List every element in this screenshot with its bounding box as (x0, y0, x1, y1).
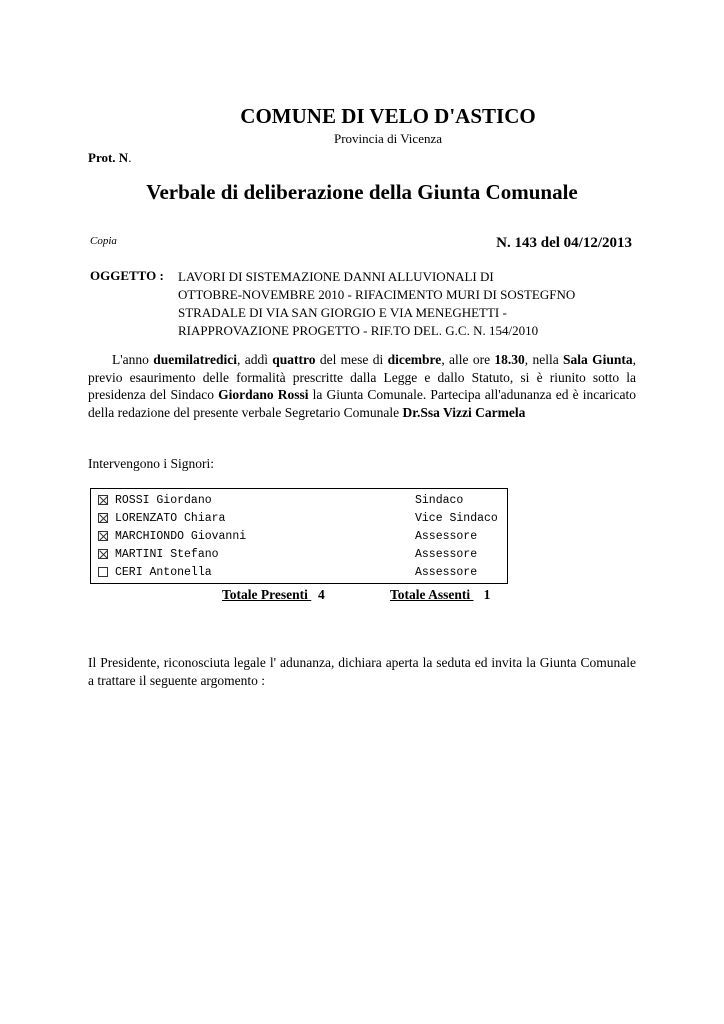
deliberation-number: N. 143 del 04/12/2013 (496, 235, 632, 251)
presence-checkbox (98, 549, 108, 559)
attendance-row (91, 546, 507, 564)
attendance-row (91, 492, 507, 510)
presence-checkbox (98, 567, 108, 577)
attendance-row (91, 564, 507, 582)
subject-line: OTTOBRE-NOVEMBRE 2010 - RIFACIMENTO MURI DI SOSTEGFNO (178, 287, 576, 302)
attendance-row (91, 528, 507, 546)
attendance-row (91, 510, 507, 528)
municipality-title: COMUNE DI VELO D'ASTICO (240, 104, 536, 128)
copy-label: Copia (90, 235, 117, 247)
member-role: Vice Sindaco (415, 512, 498, 525)
attendance-table (90, 488, 508, 584)
subject-text (178, 268, 575, 340)
member-name: CERI Antonella (115, 566, 212, 579)
protocol-suffix: . (128, 150, 132, 165)
member-role: Assessore (415, 548, 478, 561)
member-name: MARTINI Stefano (115, 548, 219, 561)
total-present-value: 4 (318, 587, 325, 602)
presence-checkbox (98, 495, 108, 505)
member-role: Sindaco (415, 494, 464, 507)
total-absent-label: Totale Assenti (390, 587, 474, 602)
member-role: Assessore (415, 530, 478, 543)
document-heading: Verbale di deliberazione della Giunta Comunale (146, 180, 578, 204)
presence-checkbox (98, 531, 108, 541)
total-absent-value: 1 (483, 587, 491, 602)
total-absent (390, 587, 490, 603)
attendees-intro: Intervengono i Signori: (88, 456, 214, 471)
subject-line: LAVORI DI SISTEMAZIONE DANNI ALLUVIONALI DI (178, 269, 494, 284)
total-present (222, 587, 325, 603)
member-name: MARCHIONDO Giovanni (115, 530, 247, 543)
presence-checkbox (98, 513, 108, 523)
subject-line: RIAPPROVAZIONE PROGETTO - RIF.TO DEL. G.C. N. 154/2010 (178, 323, 539, 338)
member-name: LORENZATO Chiara (115, 512, 226, 525)
member-name: ROSSI Giordano (115, 494, 212, 507)
intro-paragraph: L'anno duemilatredici, addì quattro del mese di dicembre, alle ore 18.30, nella Sala Giunta, previo esaurimento delle formalità prescritte dalla Legge e dallo Statuto, si è riunito sotto la presidenza del Sindaco Giordano Rossi la Giunta Comunale. Partecipa all'adunanza ed è incaricato della redazione del presente verbale Segretario Comunale Dr.Ssa Vizzi Carmela (88, 352, 637, 420)
total-present-label: Totale Presenti (222, 587, 312, 602)
member-role: Assessore (415, 566, 478, 579)
province-subtitle: Provincia di Vicenza (334, 131, 442, 146)
closing-paragraph: Il Presidente, riconosciuta legale l' adunanza, dichiara aperta la seduta ed invita la Giunta Comunale a trattare il seguente argomento : (88, 655, 636, 688)
subject-label: OGGETTO : (90, 268, 164, 283)
subject-line: STRADALE DI VIA SAN GIORGIO E VIA MENEGHETTI - (178, 305, 507, 320)
protocol-number (88, 150, 131, 166)
protocol-label: Prot. N (88, 150, 129, 165)
